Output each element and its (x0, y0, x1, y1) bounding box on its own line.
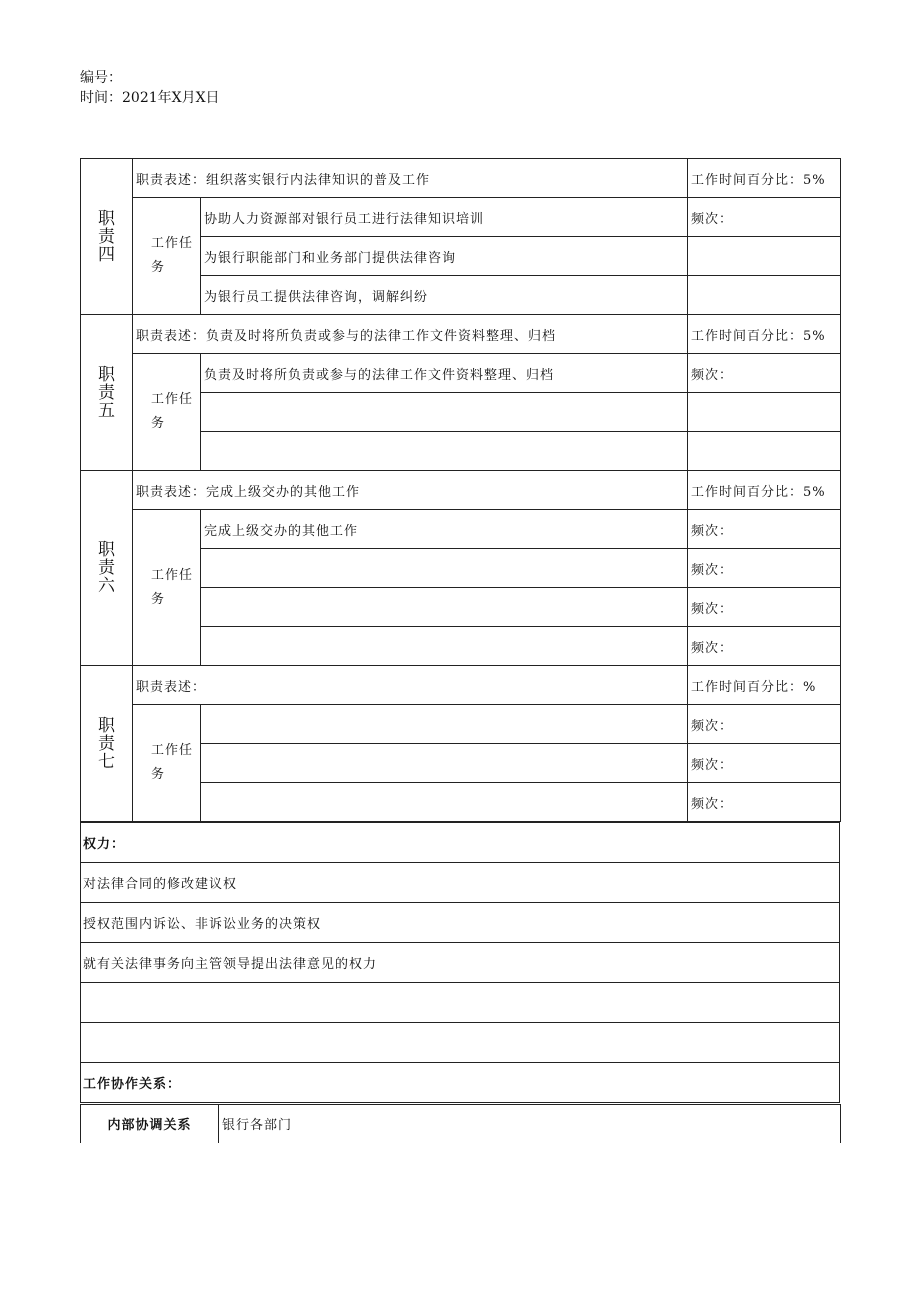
work-task-label: 工作任务 (133, 198, 201, 315)
task-frequency (688, 432, 841, 471)
power-item: 授权范围内诉讼、非诉讼业务的决策权 (81, 903, 840, 943)
task-text (201, 432, 688, 471)
cooperation-table (80, 1104, 841, 1143)
internal-coordination-value: 银行各部门 (219, 1105, 841, 1143)
task-text (201, 393, 688, 432)
power-item: 就有关法律事务向主管领导提出法律意见的权力 (81, 943, 840, 983)
responsibility-label-char: 职 (98, 208, 115, 229)
task-row (81, 354, 841, 393)
responsibilities-table (80, 158, 841, 822)
responsibility-description: 职责表述：组织落实银行内法律知识的普及工作 (133, 159, 688, 198)
cooperation-title: 工作协作关系： (81, 1063, 840, 1103)
time-percentage: 工作时间百分比：5% (688, 471, 841, 510)
task-text: 协助人力资源部对银行员工进行法律知识培训 (201, 198, 688, 237)
time-percentage: 工作时间百分比：5% (688, 315, 841, 354)
task-frequency: 频次： (688, 705, 841, 744)
responsibility-label (81, 666, 133, 822)
document-header (80, 68, 220, 108)
responsibility-description: 职责表述：完成上级交办的其他工作 (133, 471, 688, 510)
task-text: 为银行职能部门和业务部门提供法律咨询 (201, 237, 688, 276)
responsibility-description-row (81, 315, 841, 354)
task-text (201, 549, 688, 588)
task-frequency (688, 393, 841, 432)
work-task-label: 工作任务 (133, 510, 201, 666)
task-frequency: 频次： (688, 354, 841, 393)
powers-title: 权力： (81, 823, 840, 863)
responsibility-label-char: 五 (98, 400, 115, 421)
task-frequency: 频次： (688, 783, 841, 822)
task-text (201, 627, 688, 666)
responsibility-label-char: 四 (98, 244, 115, 265)
task-frequency: 频次： (688, 588, 841, 627)
work-task-label: 工作任务 (133, 705, 201, 822)
task-frequency: 频次： (688, 744, 841, 783)
task-row (81, 510, 841, 549)
task-frequency (688, 276, 841, 315)
responsibility-label-char: 责 (98, 226, 115, 247)
responsibility-label-char: 责 (98, 733, 115, 754)
task-text: 负责及时将所负责或参与的法律工作文件资料整理、归档 (201, 354, 688, 393)
task-frequency: 频次： (688, 198, 841, 237)
responsibility-label-char: 七 (98, 751, 115, 772)
power-item (81, 1023, 840, 1063)
responsibility-label-char: 六 (98, 576, 115, 596)
responsibility-description-row (81, 471, 841, 510)
task-text (201, 705, 688, 744)
task-frequency: 频次： (688, 627, 841, 666)
task-text: 完成上级交办的其他工作 (201, 510, 688, 549)
work-task-label: 工作任务 (133, 354, 201, 471)
document-date: 时间：2021年X月X日 (80, 90, 220, 106)
task-frequency: 频次： (688, 510, 841, 549)
power-item: 对法律合同的修改建议权 (81, 863, 840, 903)
time-percentage: 工作时间百分比：% (688, 666, 841, 705)
task-text (201, 783, 688, 822)
internal-coordination-label: 内部协调关系 (81, 1105, 219, 1143)
task-frequency (688, 237, 841, 276)
responsibility-label (81, 315, 133, 471)
task-row (81, 198, 841, 237)
responsibility-description-row (81, 666, 841, 705)
responsibility-label (81, 159, 133, 315)
powers-table (80, 822, 840, 1103)
power-item (81, 983, 840, 1023)
task-text: 为银行员工提供法律咨询，调解纠纷 (201, 276, 688, 315)
responsibility-label-char: 职 (98, 540, 115, 560)
responsibility-label (81, 471, 133, 666)
document-number: 编号： (80, 70, 122, 86)
responsibility-description: 职责表述： (133, 666, 688, 705)
responsibility-label-char: 职 (98, 715, 115, 736)
task-frequency: 频次： (688, 549, 841, 588)
responsibility-description-row (81, 159, 841, 198)
responsibility-label-char: 责 (98, 558, 115, 578)
task-text (201, 588, 688, 627)
responsibility-label-char: 责 (98, 382, 115, 403)
task-text (201, 744, 688, 783)
time-percentage: 工作时间百分比：5% (688, 159, 841, 198)
responsibility-label-char: 职 (98, 364, 115, 385)
responsibility-description: 职责表述：负责及时将所负责或参与的法律工作文件资料整理、归档 (133, 315, 688, 354)
task-row (81, 705, 841, 744)
